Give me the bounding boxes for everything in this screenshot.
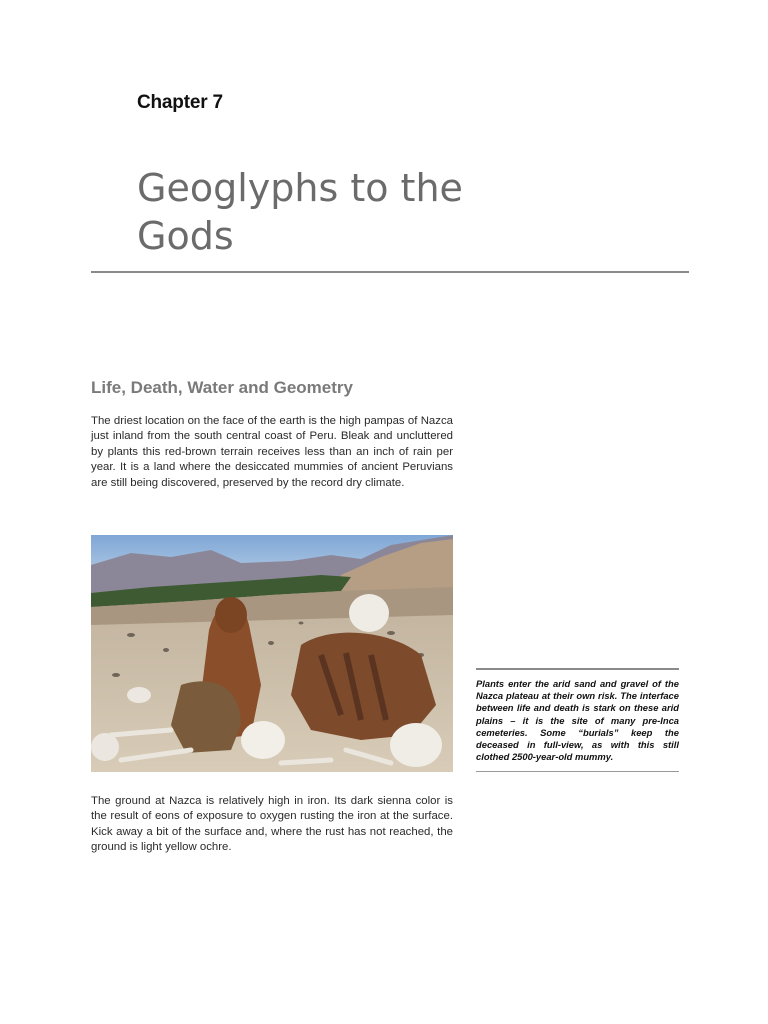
mummy-photo xyxy=(91,535,453,772)
chapter-label: Chapter 7 xyxy=(137,92,223,113)
caption-text: Plants enter the arid sand and gravel of the Nazca plateau at their own risk. The interface between life and death is stark on these arid plains – it is the site of many pre-Inca cemeteries. Some “burials” keep the deceased in full-view, as with this still clothed 2500-year-old mummy. xyxy=(476,678,679,763)
title-divider xyxy=(91,271,689,273)
chapter-title: Geoglyphs to the Gods xyxy=(137,166,463,258)
body-paragraph-1: The driest location on the face of the earth is the high pampas of Nazca just inland from the south central coast of Peru. Bleak and uncluttered by plants this red-brown terrain receives less than an inch of rain per year. It is a land where the desiccated mummies of ancient Peruvians are still being discovered, preserved by the record dry climate. xyxy=(91,415,453,489)
body-paragraph-2: The ground at Nazca is relatively high in iron. Its dark sienna color is the result of eons of exposure to oxygen rusting the iron at the surface. Kick away a bit of the surface and, where the rust has not reached, the ground is light yellow ochre. xyxy=(91,795,453,854)
caption-divider xyxy=(476,771,679,772)
photo-caption xyxy=(476,668,679,772)
section-heading: Life, Death, Water and Geometry xyxy=(91,378,353,397)
